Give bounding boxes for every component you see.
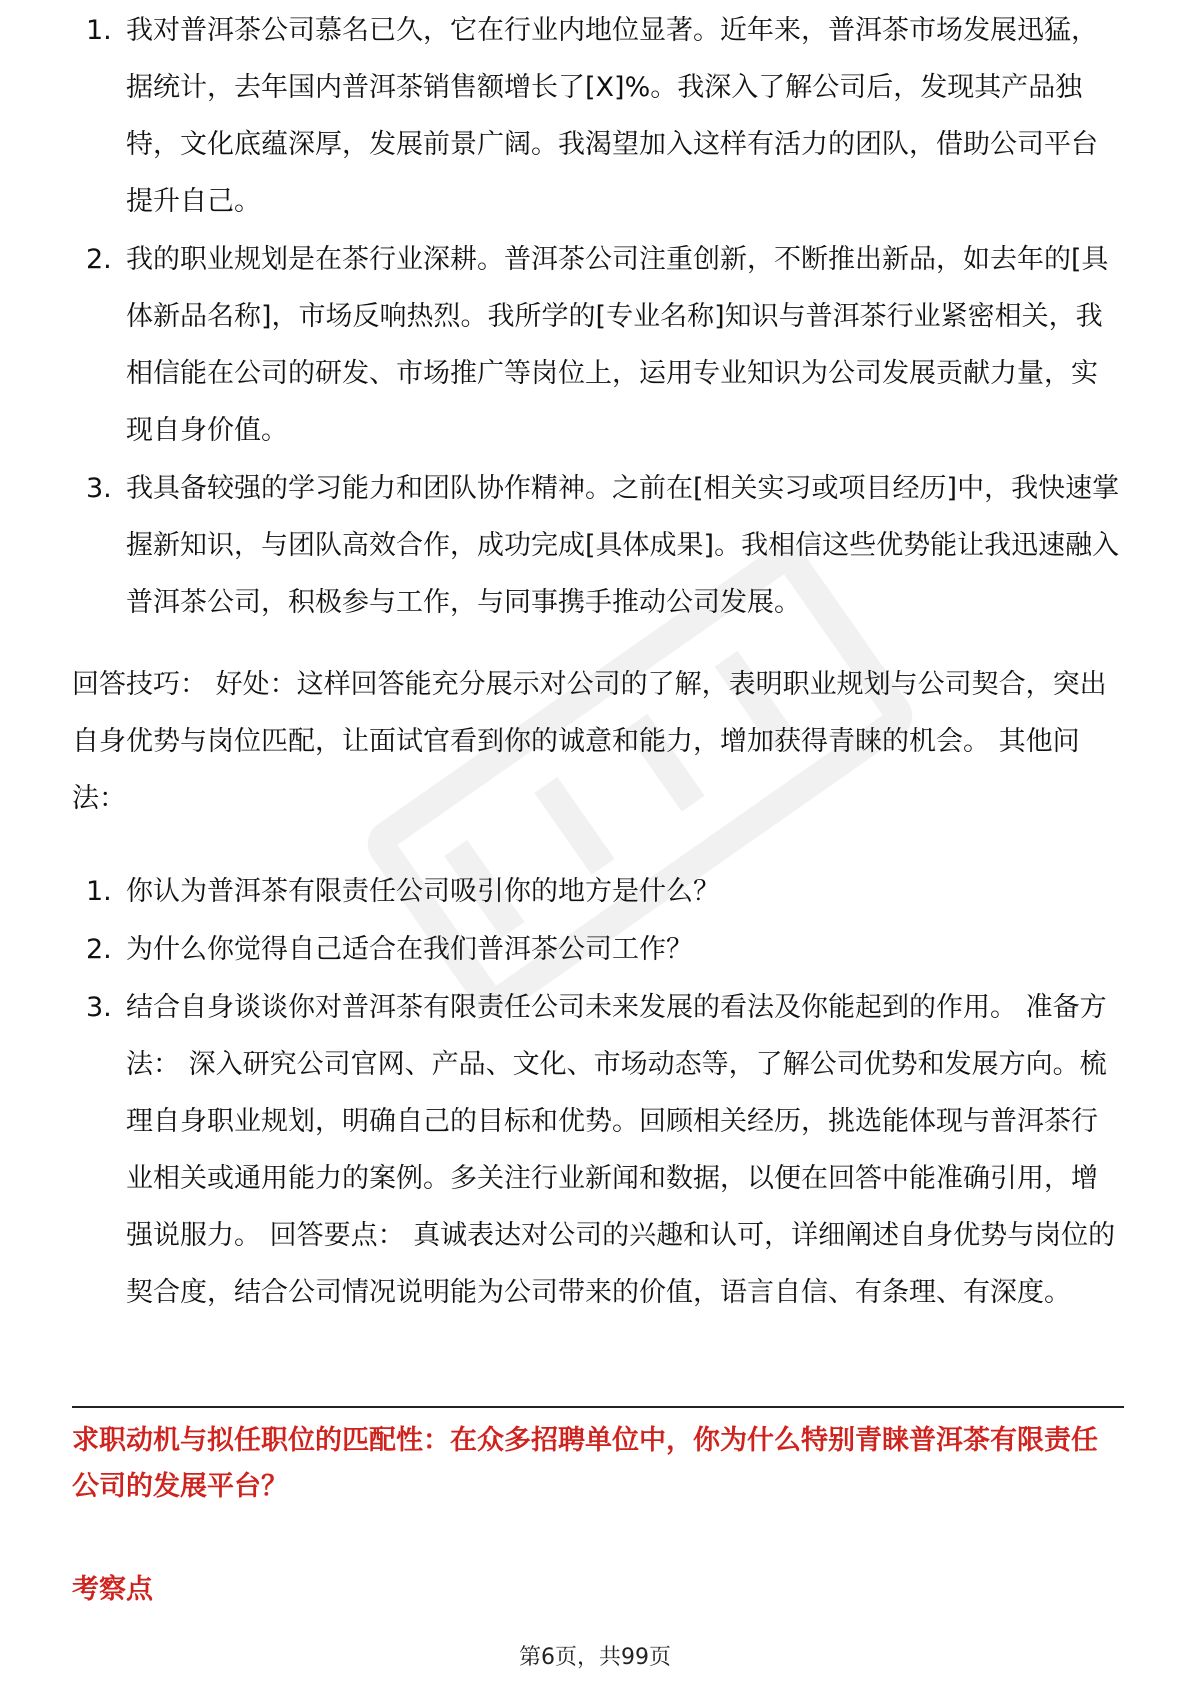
list-number: 1. [86, 15, 112, 46]
other-questions-list [72, 863, 1124, 1321]
list-item [72, 460, 1124, 631]
list-item [72, 979, 1124, 1321]
list-text: 我对普洱茶公司慕名已久，它在行业内地位显著。近年来，普洱茶市场发展迅猛，据统计，去年国内普洱茶销售额增长了[X]%。我深入了解公司后，发现其产品独特，文化底蕴深厚，发展前景广阔。我渴望加入这样有活力的团队，借助公司平台提升自己。 [126, 15, 1098, 217]
list-number: 3. [86, 473, 112, 504]
list-number: 2. [86, 934, 112, 965]
tips-paragraph: 回答技巧： 好处：这样回答能充分展示对公司的了解，表明职业规划与公司契合，突出自身优势与岗位匹配，让面试官看到你的诚意和能力，增加获得青睐的机会。 其他问法： [72, 669, 1107, 814]
section-divider [72, 1406, 1124, 1408]
list-item [72, 921, 1124, 978]
list-text: 为什么你觉得自己适合在我们普洱茶公司工作？ [126, 934, 693, 965]
list-item [72, 2, 1124, 230]
section-subheading: 考察点 [72, 1574, 153, 1605]
list-item [72, 863, 1124, 920]
section-heading: 求职动机与拟任职位的匹配性：在众多招聘单位中，你为什么特别青睐普洱茶有限责任公司的发展平台？ [72, 1425, 1098, 1502]
list-text: 结合自身谈谈你对普洱茶有限责任公司未来发展的看法及你能起到的作用。 准备方法： 深入研究公司官网、产品、文化、市场动态等，了解公司优势和发展方向。梳理自身职业规划，明确自己的目标和优势。回顾相关经历，挑选能体现与普洱茶行业相关或通用能力的案例。多关注行业新闻和数据，以便在回答中能准确引用，增强说服力。 回答要点： 真诚表达对公司的兴趣和认可，详细阐述自身优势与岗位的契合度，结合公司情况说明能为公司带来的价值，语言自信、有条理、有深度。 [126, 992, 1116, 1308]
page-content [72, 15, 1124, 1322]
page-footer: 第6页，共99页 [519, 1645, 671, 1670]
list-text: 你认为普洱茶有限责任公司吸引你的地方是什么？ [126, 876, 720, 907]
list-number: 3. [86, 992, 112, 1023]
list-text: 我的职业规划是在茶行业深耕。普洱茶公司注重创新，不断推出新品，如去年的[具体新品名称]，市场反响热烈。我所学的[专业名称]知识与普洱茶行业紧密相关，我相信能在公司的研发、市场推广等岗位上，运用专业知识为公司发展贡献力量，实现自身价值。 [126, 244, 1109, 446]
answer-list [72, 2, 1124, 631]
list-item [72, 231, 1124, 459]
list-number: 1. [86, 876, 112, 907]
list-text: 我具备较强的学习能力和团队协作精神。之前在[相关实习或项目经历]中，我快速掌握新知识，与团队高效合作，成功完成[具体成果]。我相信这些优势能让我迅速融入普洱茶公司，积极参与工作，与同事携手推动公司发展。 [126, 473, 1120, 618]
list-number: 2. [86, 244, 112, 275]
